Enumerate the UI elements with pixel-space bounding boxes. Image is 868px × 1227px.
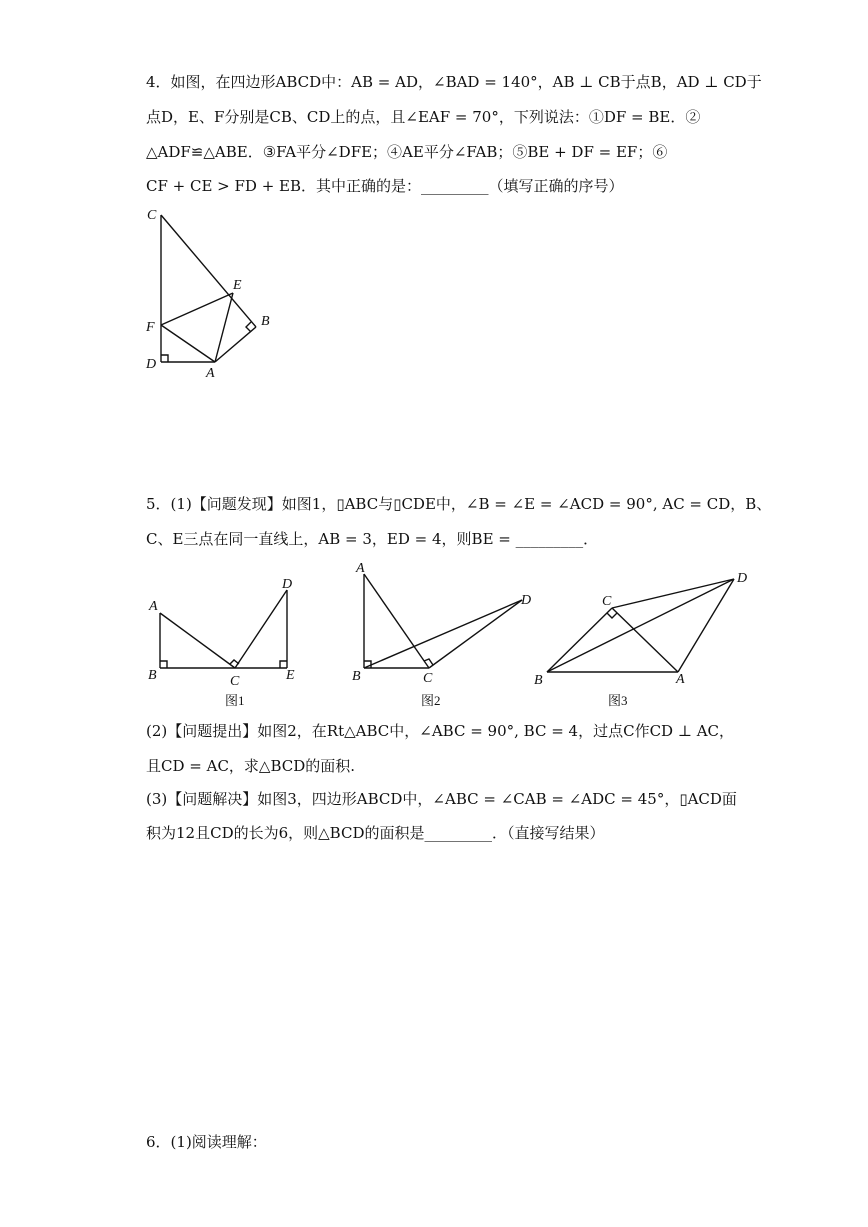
- q5-part2-line-2: 且CD = AC，求△BCD的面积.: [146, 757, 356, 775]
- label-a: A: [206, 366, 215, 381]
- label-d: D: [146, 357, 157, 372]
- fig3-right-angle-c: [607, 613, 617, 618]
- label-c: C: [147, 208, 157, 223]
- fig1-segment-ac: [160, 613, 235, 668]
- fig1-caption: 图1: [225, 693, 245, 708]
- q4-line-1: 4．如图，在四边形ABCD中：AB = AD，∠BAD = 140°，AB ⊥ CB于点B，AD ⊥ CD于: [146, 73, 762, 91]
- q5-figure-3: [530, 565, 765, 710]
- fig1-segment-cd: [235, 590, 287, 668]
- q5-part3-line-2: 积为12且CD的长为6，则△BCD的面积是_________．（直接写结果）: [146, 824, 605, 842]
- fig2-label-d: D: [521, 593, 532, 608]
- fig3-segment-cd: [612, 579, 734, 608]
- fig3-label-a: A: [676, 672, 685, 687]
- fig1-right-angle-e: [280, 661, 287, 668]
- q5-part2-line-1: (2)【问题提出】如图2，在Rt△ABC中，∠ABC = 90°, BC = 4，过点C作CD ⊥ AC，: [146, 722, 735, 740]
- fig2-label-a: A: [356, 561, 365, 576]
- label-f: F: [146, 320, 155, 335]
- fig3-label-c: C: [602, 594, 612, 609]
- fig1-label-d: D: [282, 577, 293, 592]
- q4-line-2: 点D，E、F分别是CB、CD上的点，且∠EAF = 70°，下列说法：①DF = BE．②: [146, 108, 701, 126]
- fig1-label-a: A: [149, 599, 158, 614]
- right-angle-b: [246, 322, 251, 332]
- fig3-segment-bc: [547, 608, 612, 672]
- fig1-label-e: E: [286, 668, 295, 683]
- label-e: E: [233, 278, 242, 293]
- fig3-label-d: D: [737, 571, 748, 586]
- q5-line-1: 5．(1)【问题发现】如图1，▯ABC与▯CDE中，∠B = ∠E = ∠ACD = 90°, AC = CD，B、: [146, 495, 772, 513]
- segment-fa: [161, 325, 215, 362]
- q5-figure-2: [345, 560, 545, 710]
- fig3-label-b: B: [534, 673, 543, 688]
- fig3-caption: 图3: [608, 693, 628, 708]
- segment-bc: [161, 215, 256, 327]
- fig1-right-angle-b: [160, 661, 167, 668]
- fig2-caption: 图2: [421, 693, 441, 708]
- fig1-label-b: B: [148, 668, 157, 683]
- segment-ab: [215, 327, 256, 362]
- q6-line-1: 6．(1)阅读理解：: [146, 1133, 267, 1151]
- fig2-label-c: C: [423, 671, 433, 686]
- segment-fe: [161, 293, 233, 325]
- q4-line-4: CF + CE > FD + EB．其中正确的是：_________（填写正确的序号）: [146, 177, 624, 195]
- label-b: B: [261, 314, 270, 329]
- q4-line-3: △ADF≌△ABE．③FA平分∠DFE；④AE平分∠FAB；⑤BE + DF = EF；⑥: [146, 143, 668, 161]
- fig1-label-c: C: [230, 674, 240, 689]
- q5-part3-line-1: (3)【问题解决】如图3，四边形ABCD中，∠ABC = ∠CAB = ∠ADC = 45°，▯ACD面: [146, 790, 737, 808]
- q5-figure-1: [145, 575, 305, 710]
- q5-line-2: C、E三点在同一直线上，AB = 3，ED = 4，则BE = _________．: [146, 530, 599, 548]
- segment-ea: [215, 293, 233, 362]
- fig1-right-angle-c: [230, 660, 239, 664]
- q4-figure: [140, 200, 290, 390]
- fig3-segment-ca: [612, 608, 678, 672]
- fig2-label-b: B: [352, 669, 361, 684]
- right-angle-d: [161, 355, 168, 362]
